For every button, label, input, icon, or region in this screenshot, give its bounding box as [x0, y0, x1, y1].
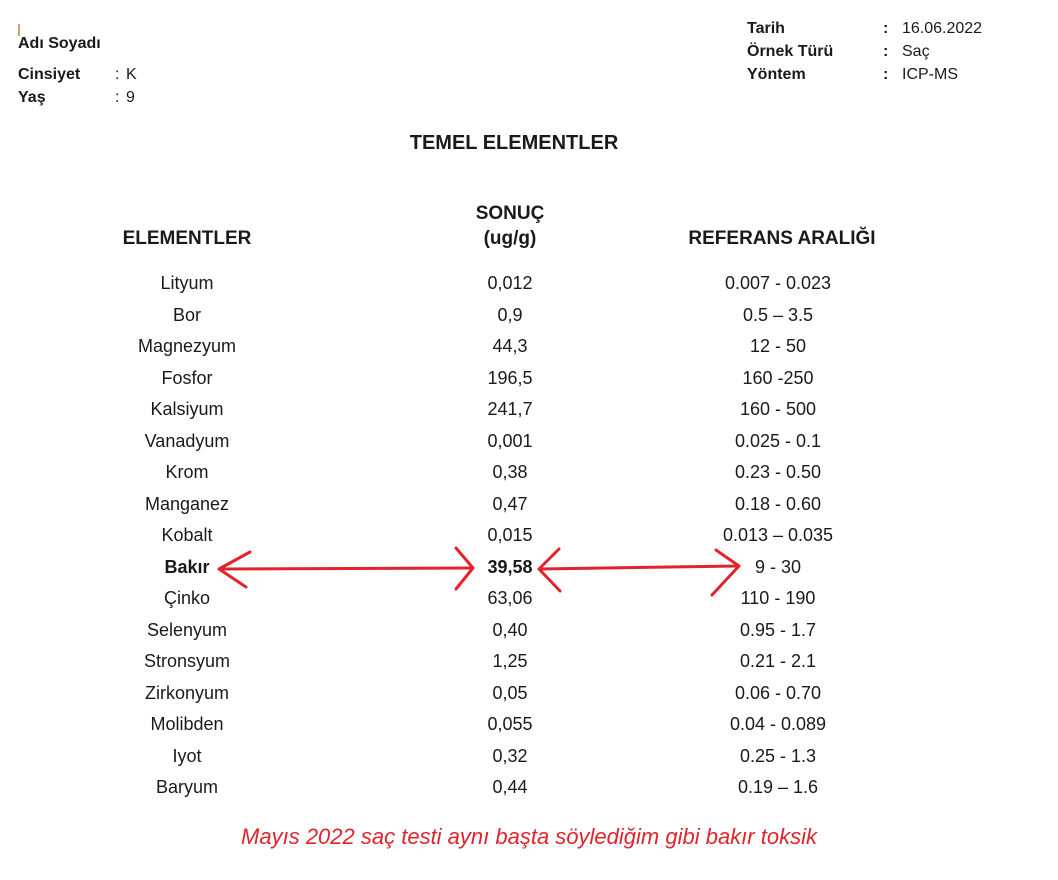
- element-name: Bakır: [164, 556, 210, 577]
- element-result: 0,012: [487, 273, 533, 293]
- method-sep: :: [883, 66, 889, 83]
- section-title: TEMEL ELEMENTLER: [409, 132, 619, 154]
- col-header-result-name: SONUÇ: [475, 203, 545, 224]
- gender-label: Cinsiyet: [18, 66, 81, 83]
- date-value: 16.06.2022: [902, 20, 983, 37]
- element-result: 39,58: [487, 556, 533, 577]
- element-name: Manganez: [144, 493, 230, 514]
- element-name: Kobalt: [161, 525, 213, 545]
- element-reference: 0.06 - 0.70: [734, 682, 822, 703]
- element-name: Molibden: [150, 714, 224, 734]
- element-result: 0,05: [492, 682, 528, 703]
- element-reference: 160 -250: [742, 367, 814, 388]
- element-result: 0,47: [492, 493, 528, 514]
- element-reference: 0.25 - 1.3: [739, 745, 817, 766]
- element-reference: 9 - 30: [754, 556, 802, 577]
- element-reference: 0.18 - 0.60: [734, 493, 822, 514]
- arrow-shaft-left: [219, 568, 472, 569]
- element-name: Krom: [165, 462, 209, 482]
- method-label: Yöntem: [747, 66, 806, 83]
- method-value: ICP-MS: [902, 66, 958, 83]
- element-reference: 0.21 - 2.1: [739, 651, 817, 671]
- col-header-result-unit: (ug/g): [483, 228, 537, 249]
- element-reference: 0.5 – 3.5: [742, 304, 814, 325]
- element-reference: 0.19 – 1.6: [737, 777, 819, 797]
- element-result: 0,001: [487, 430, 533, 451]
- date-sep: :: [883, 20, 889, 37]
- header-cropped-label: Adı Soyadı: [18, 35, 101, 52]
- element-reference: 110 - 190: [740, 588, 816, 608]
- element-result: 0,32: [492, 745, 528, 766]
- element-result: 63,06: [487, 588, 533, 608]
- element-name: Magnezyum: [137, 336, 237, 356]
- sample-type-label: Örnek Türü: [747, 43, 834, 60]
- arrow-left-double: [219, 548, 473, 589]
- element-reference: 0.04 - 0.089: [729, 714, 827, 734]
- col-header-elements: ELEMENTLER: [122, 228, 252, 249]
- arrow-right-double: [539, 549, 739, 595]
- arrowhead-right-outer: [712, 550, 739, 595]
- sample-type-value: Saç: [902, 43, 930, 60]
- sample-type-sep: :: [883, 43, 889, 60]
- element-result: 0,9: [497, 304, 523, 325]
- element-result: 241,7: [487, 399, 533, 419]
- element-name: Zirkonyum: [144, 682, 229, 703]
- element-name: Iyot: [172, 745, 202, 766]
- element-reference: 0.025 - 0.1: [734, 430, 822, 451]
- element-result: 196,5: [487, 367, 533, 388]
- element-name: Baryum: [155, 777, 218, 797]
- element-result: 44,3: [492, 336, 528, 356]
- gender-sep: :: [115, 66, 120, 83]
- element-result: 0,055: [487, 714, 533, 734]
- col-header-reference: REFERANS ARALIĞI: [688, 228, 876, 249]
- element-name: Fosfor: [161, 367, 213, 388]
- age-label: Yaş: [18, 89, 46, 106]
- element-name: Stronsyum: [143, 651, 231, 671]
- element-name: Selenyum: [146, 619, 228, 640]
- element-name: Vanadyum: [144, 430, 230, 451]
- element-result: 1,25: [492, 651, 528, 671]
- element-reference: 0.95 - 1.7: [739, 619, 817, 640]
- element-name: Kalsiyum: [150, 399, 224, 419]
- gender-value: K: [126, 66, 137, 83]
- element-reference: 12 - 50: [749, 336, 807, 356]
- age-sep: :: [115, 89, 120, 106]
- element-reference: 160 - 500: [739, 399, 817, 419]
- arrow-shaft-right: [540, 566, 738, 569]
- annotation-note: Mayıs 2022 saç testi aynı başta söylediğim gibi bakır toksik: [241, 824, 817, 849]
- age-value: 9: [126, 89, 135, 106]
- element-name: Bor: [172, 304, 201, 325]
- element-reference: 0.013 – 0.035: [722, 525, 834, 545]
- element-result: 0,44: [492, 777, 528, 797]
- element-reference: 0.23 - 0.50: [734, 462, 822, 482]
- element-name: Çinko: [163, 588, 211, 608]
- element-name: Lityum: [160, 273, 214, 293]
- element-reference: 0.007 - 0.023: [724, 273, 832, 293]
- element-result: 0,015: [487, 525, 533, 545]
- element-result: 0,38: [492, 462, 528, 482]
- date-label: Tarih: [747, 20, 785, 37]
- element-result: 0,40: [492, 619, 528, 640]
